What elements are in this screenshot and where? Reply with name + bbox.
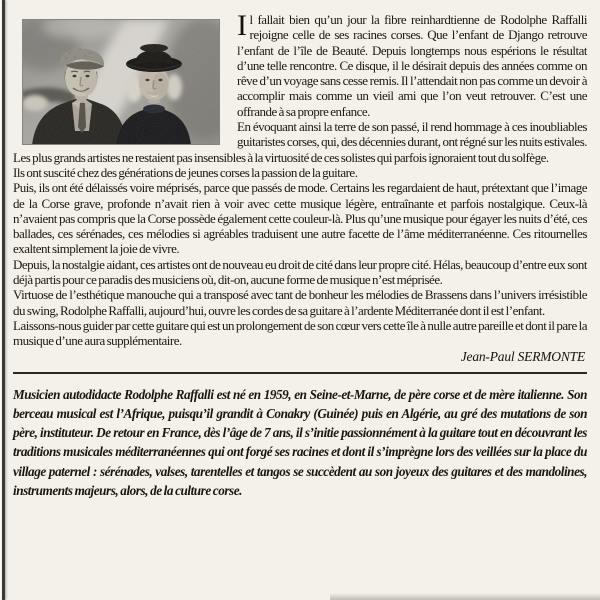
liner-notes <box>13 9 587 500</box>
drop-cap: I <box>237 9 247 42</box>
paragraph-generations: Ils ont suscité chez des générations de jeunes corses la passion de la guitare. <box>13 164 358 180</box>
paragraph-virtuose: Virtuose de l’esthétique manouche qui a transposé avec tant de bonheur les mélodies de Brassens dans l’univers irrésistible du swing, Rodolphe Raffalli, aujourd’hui, ouvre les cordes de sa guitare à l’ardente Méditerranée dont il est l’enfant. <box>13 287 587 318</box>
bottom-scan-shadow <box>330 593 600 600</box>
paragraph-conclusion: Laissons-nous guider par cette guitare qui est un prolongement de son cœur vers cette île à nulle autre pareille et dont il pare la musique d’une aura supplémentaire. <box>13 317 587 349</box>
section-divider <box>13 372 587 374</box>
bio-paragraph: Musicien autodidacte Rodolphe Raffalli est né en 1959, en Seine-et-Marne, de père corse et de mère italienne. Son berceau musical est l’Afrique, puisqu’il grandit à Conakry (Guinée) puis en Algérie, au gré des mutations de son père, instituteur. De retour en France, dès l’âge de 7 ans, il s’initie passionnément à la guitare tout en découvrant les traditions musicales méditerranéennes qui ont forgé ses racines et dont il s’imprègne lors des veillées sur la place du village paternel : sérénades, valses, tarentelles et tangos se succèdent au son joyeux des guitares et des mandolines, instruments majeurs, alors, de la culture corse. <box>13 386 587 499</box>
paragraph-nostalgie: Depuis, la nostalgie aidant, ces artistes ont de nouveau eu droit de cité dans leur propre cité. Hélas, beaucoup d’entre eux sont déjà partis pour ce paradis des musiciens où, dit-on, aucune forme de musique n’est méprisée. <box>13 256 587 288</box>
duo-photo <box>22 19 220 145</box>
author-signature: Jean-Paul SERMONTE <box>460 348 585 364</box>
paragraph-hommage: En évoquant ainsi la terre de son passé, il rend hommage à ces inoubliables guitaristes corses, qui, des décennies durant, ont régné sur les nuits estivales. Les plus grands artistes ne restaient pas insensibles à la virtuosité de ces solistes qui parfois ignoraient tout du solfège. <box>13 119 587 165</box>
paragraph-delaisses: Puis, ils ont été délaissés voire méprisés, parce que passés de mode. Certains les regardaient de haut, prétextant que l’image de la Corse grave, profonde n’avait rien à voir avec cette musique légère, entraînante et parfois nostalgique. Ceux-là n’avaient pas compris que la Corse possède également cette couleur-là. Plus qu’une musique pour égayer les nuits d’été, ces ballades, ces sérénades, ces mélodies si agréables traduisent une autre facette de l’âme méditerranéenne. Ces ritournelles exaltent simplement la joie de vivre. <box>13 180 587 257</box>
page-edge-line <box>2 0 5 600</box>
paragraph-intro-text: l fallait bien qu’un jour la fibre reinhardtienne de Rodolphe Raffalli rejoigne celle de ses racines corses. Que l’enfant de Django retrouve l’enfant de l’île de Beauté. Depuis longtemps nous espérions le résultat d’une telle rencontre. Ce disque, il le désirait depuis des années comme on rêve d’un voyage sans cesse remis. Il l’attendait non pas comme un devoir à accomplir mais comme un vieil ami que l’on veut retrouver. C’est une offrande à sa propre enfance. <box>237 12 587 119</box>
film-grain-overlay <box>22 19 220 145</box>
